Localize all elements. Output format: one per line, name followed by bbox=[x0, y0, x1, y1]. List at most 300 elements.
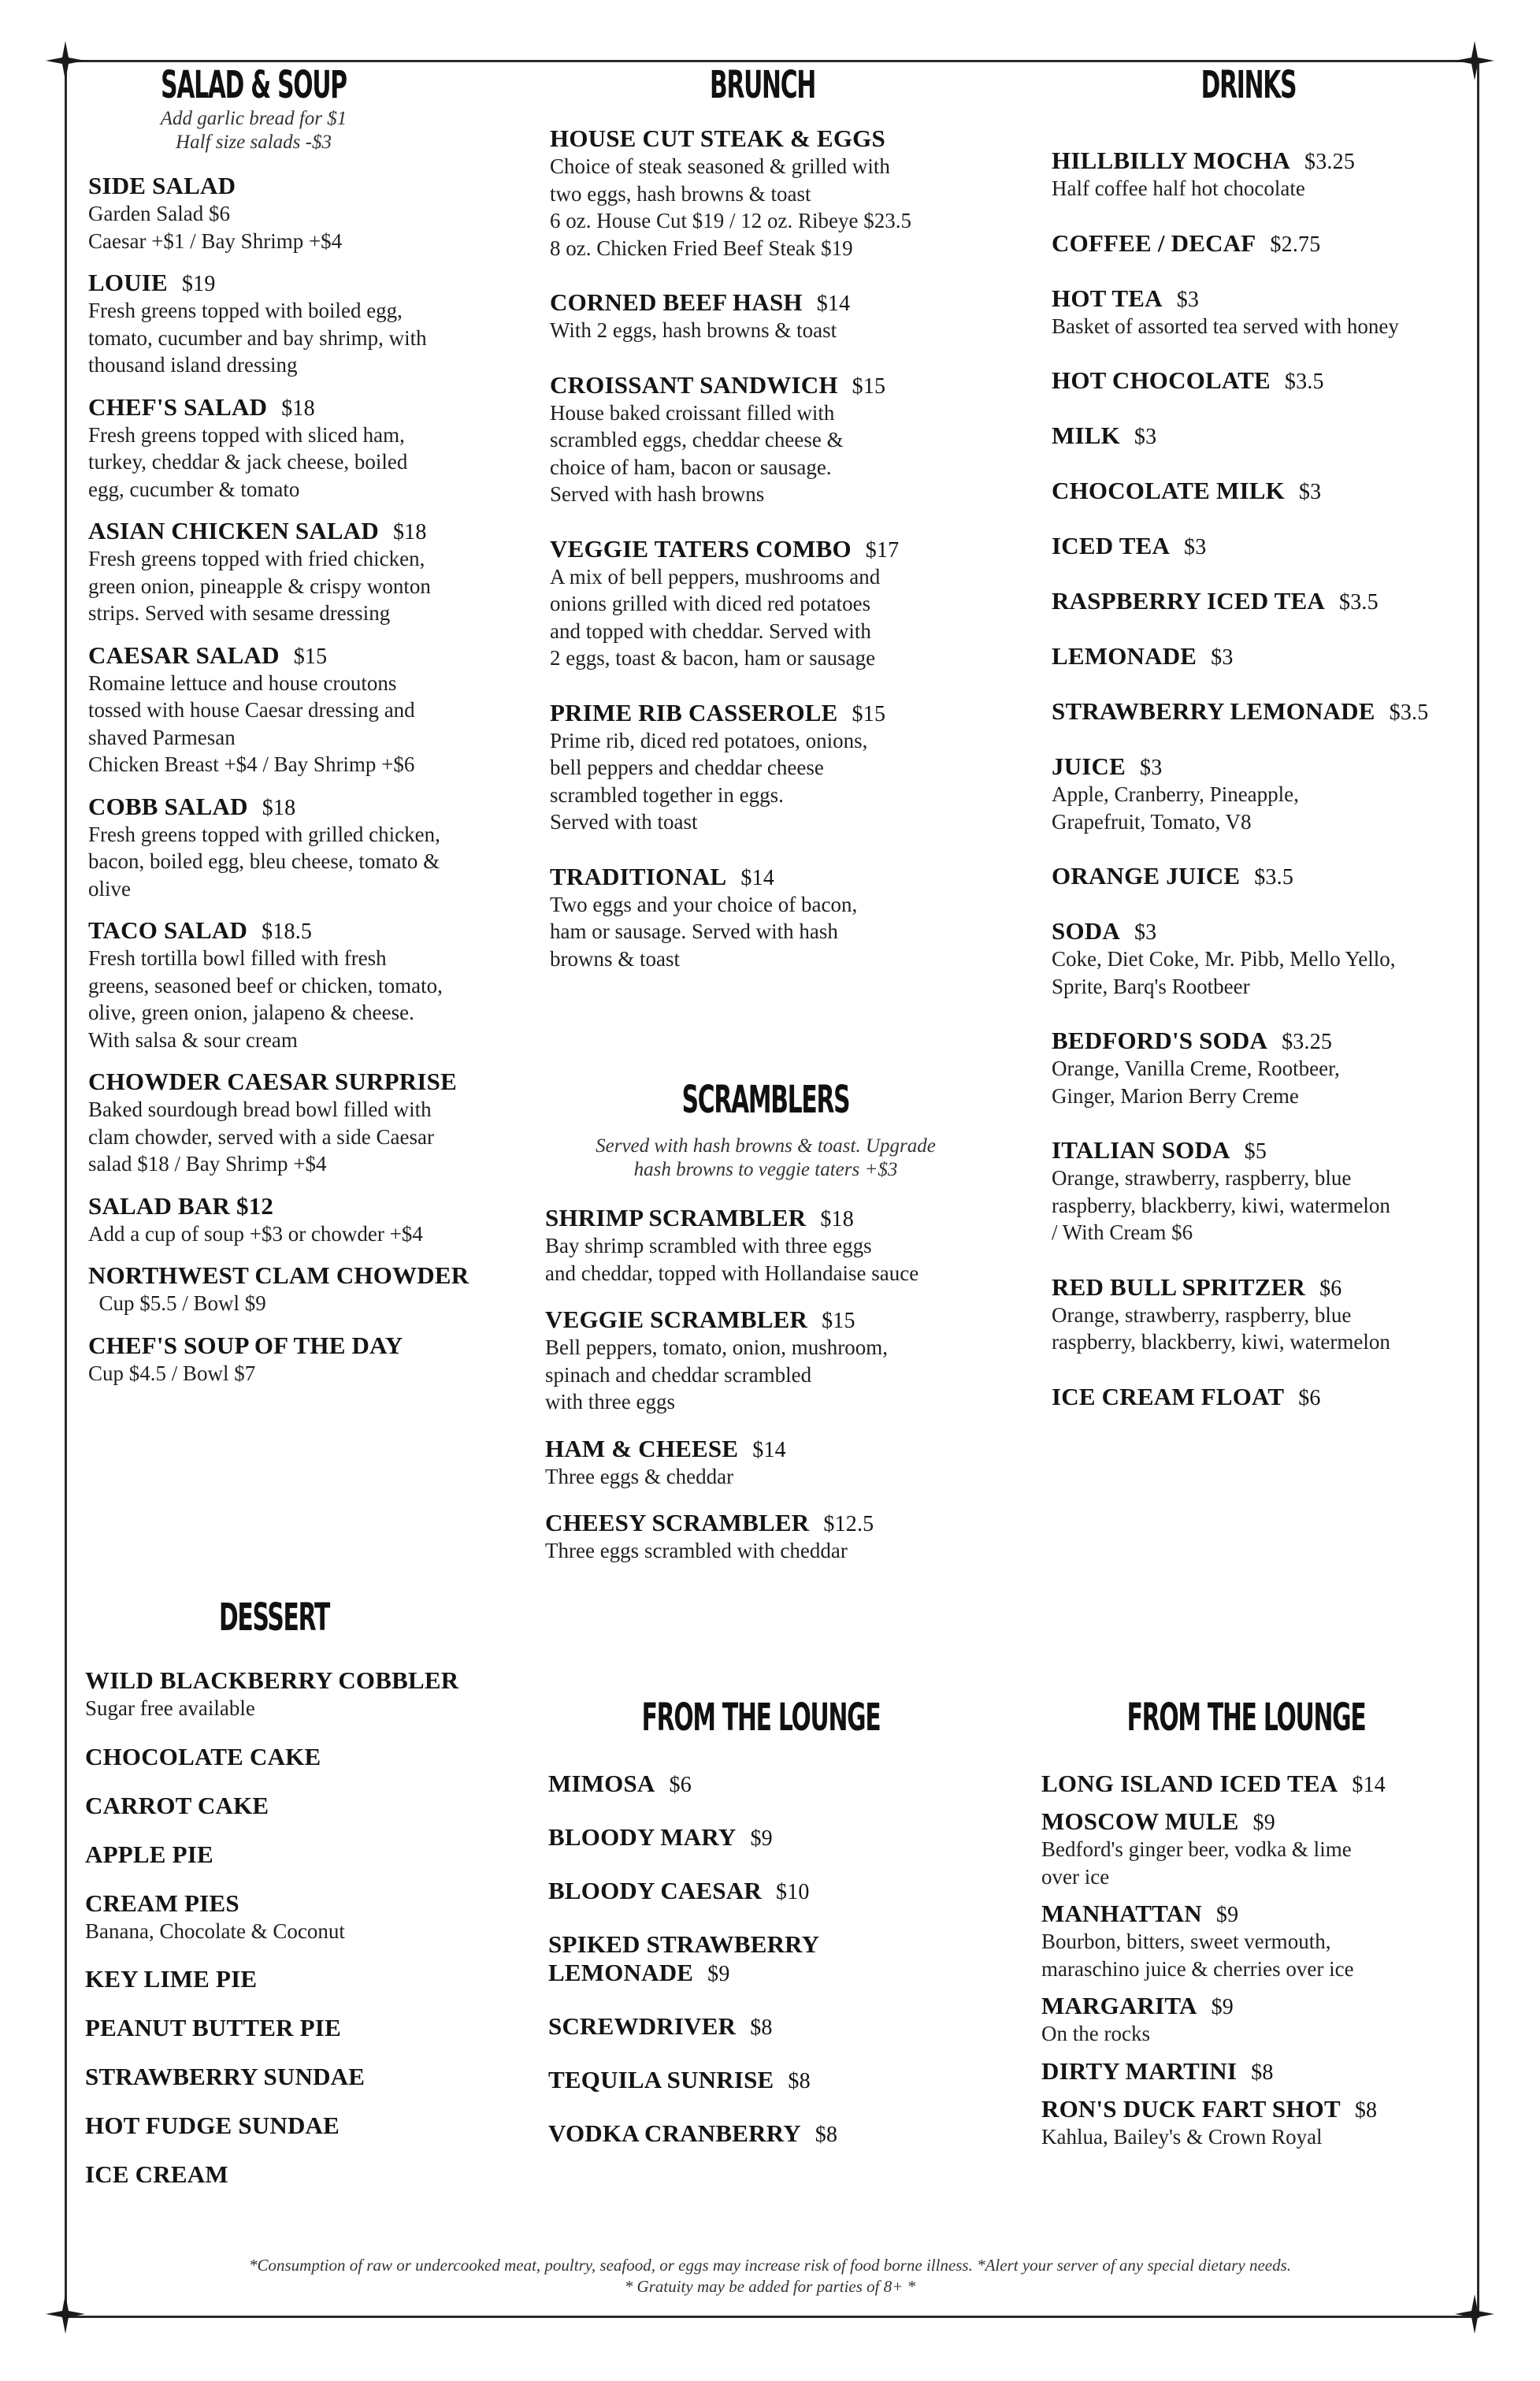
menu-item-title: LEMONADE bbox=[1052, 642, 1197, 670]
menu-item-title: CHEF'S SOUP OF THE DAY bbox=[88, 1331, 403, 1359]
menu-item-description: raspberry, blackberry, kiwi, watermelon bbox=[1052, 1193, 1390, 1217]
menu-item-name bbox=[1052, 422, 1469, 450]
menu-item-title: WILD BLACKBERRY COBBLER bbox=[85, 1666, 459, 1694]
menu-item bbox=[1052, 1273, 1469, 1356]
footer-line: * Gratuity may be added for parties of 8+ * bbox=[624, 2277, 916, 2296]
menu-item-title: HOUSE CUT STEAK & EGGS bbox=[550, 124, 885, 152]
menu-item-name bbox=[548, 1823, 989, 1852]
menu-item-name bbox=[548, 2012, 989, 2041]
menu-item-title: ASIAN CHICKEN SALAD bbox=[88, 517, 379, 544]
menu-item bbox=[1052, 1136, 1469, 1246]
menu-item-name bbox=[550, 124, 1022, 153]
menu-item-title: COFFEE / DECAF bbox=[1052, 228, 1256, 257]
menu-item-price: $3 bbox=[1134, 425, 1157, 449]
salad-soup-section bbox=[88, 63, 514, 1387]
menu-item-title: HOT TEA bbox=[1052, 284, 1163, 312]
corner-ornament-icon bbox=[44, 39, 87, 82]
menu-item bbox=[88, 393, 514, 503]
menu-item-name bbox=[550, 699, 1022, 727]
menu-item-title: CHOCOLATE MILK bbox=[1052, 477, 1285, 504]
menu-item-name bbox=[548, 2119, 989, 2148]
menu-item-title: STRAWBERRY SUNDAE bbox=[85, 2063, 366, 2090]
menu-item-price: $10 bbox=[776, 1880, 810, 1904]
salad-note: Add garlic bread for $1 bbox=[160, 108, 347, 129]
menu-item-name bbox=[85, 2160, 526, 2189]
menu-item-description: Fresh greens topped with fried chicken, bbox=[88, 547, 425, 570]
menu-item-price: $9 bbox=[1215, 1903, 1239, 1927]
menu-item bbox=[1041, 1900, 1467, 1982]
salad-soup-heading: SALAD & SOUP bbox=[161, 63, 347, 107]
menu-item-name bbox=[548, 1930, 989, 1959]
menu-item-name bbox=[85, 1792, 526, 1820]
menu-item-title: TEQUILA SUNRISE bbox=[548, 2066, 774, 2093]
menu-item-name bbox=[1041, 1900, 1467, 1928]
scramblers-note: hash browns to veggie taters +$3 bbox=[633, 1159, 898, 1180]
menu-item-name bbox=[1052, 229, 1469, 258]
menu-item-description: Fresh greens topped with grilled chicken, bbox=[88, 822, 440, 846]
drinks-items bbox=[1052, 147, 1469, 1411]
menu-item-description: onions grilled with diced red potatoes bbox=[550, 592, 871, 615]
drinks-heading: DRINKS bbox=[1200, 63, 1297, 107]
menu-item-description: Cup $4.5 / Bowl $7 bbox=[88, 1361, 256, 1385]
menu-item-description: Fresh greens topped with boiled egg, bbox=[88, 299, 403, 322]
menu-item-description: Sugar free available bbox=[85, 1696, 255, 1720]
menu-item-description: tomato, cucumber and bay shrimp, with bbox=[88, 325, 427, 350]
menu-item bbox=[1041, 1807, 1467, 1890]
menu-item-description: Coke, Diet Coke, Mr. Pibb, Mello Yello, bbox=[1052, 947, 1396, 971]
menu-item-title: CHOWDER CAESAR SURPRISE bbox=[88, 1068, 457, 1095]
menu-item bbox=[550, 124, 1022, 262]
menu-item-description: Garden Salad $6 bbox=[88, 202, 230, 225]
menu-item-description: bacon, boiled egg, bleu cheese, tomato & bbox=[88, 849, 440, 873]
menu-item bbox=[1052, 422, 1469, 450]
menu-item-description: and topped with cheddar. Served with bbox=[550, 618, 871, 643]
menu-item bbox=[1052, 477, 1469, 505]
salad-notes bbox=[41, 107, 466, 154]
menu-item-price: $2.75 bbox=[1270, 232, 1321, 257]
lounge-center-items bbox=[548, 1770, 989, 2148]
menu-item-name bbox=[85, 1743, 526, 1771]
menu-item-price: $18 bbox=[392, 520, 427, 544]
menu-item-description: Kahlua, Bailey's & Crown Royal bbox=[1041, 2124, 1323, 2149]
menu-item-name bbox=[88, 172, 514, 200]
menu-item-description: Bay shrimp scrambled with three eggs bbox=[545, 1234, 872, 1257]
menu-item-price: $3.5 bbox=[1254, 865, 1294, 890]
menu-item-title: CHOCOLATE CAKE bbox=[85, 1742, 321, 1770]
menu-item-name bbox=[88, 1261, 514, 1290]
menu-item-title: CORNED BEEF HASH bbox=[550, 288, 803, 316]
menu-item bbox=[1052, 147, 1469, 202]
menu-item-title: CREAM PIES bbox=[85, 1889, 239, 1917]
menu-item bbox=[88, 641, 514, 778]
brunch-items bbox=[550, 124, 1022, 972]
menu-item-title: CROISSANT SANDWICH bbox=[550, 370, 838, 399]
menu-item-description: On the rocks bbox=[1041, 2022, 1150, 2045]
menu-item-title: SCREWDRIVER bbox=[548, 2012, 737, 2040]
menu-item-price: $3.25 bbox=[1282, 1030, 1333, 1054]
menu-item-description: thousand island dressing bbox=[88, 353, 298, 377]
menu-item-title: DIRTY MARTINI bbox=[1041, 2056, 1238, 2085]
brunch-heading: BRUNCH bbox=[710, 63, 815, 107]
menu-item-price: $15 bbox=[852, 373, 886, 399]
menu-item bbox=[548, 1770, 989, 1798]
menu-item-description: Cup $5.5 / Bowl $9 bbox=[88, 1291, 266, 1315]
menu-item-price: $9 bbox=[1252, 1811, 1275, 1835]
menu-item bbox=[550, 863, 1022, 973]
menu-item-name bbox=[88, 1332, 514, 1360]
menu-item-name bbox=[1052, 1273, 1469, 1302]
menu-item-description: shaved Parmesan bbox=[88, 725, 236, 749]
menu-item-description: Orange, Vanilla Creme, Rootbeer, bbox=[1052, 1057, 1340, 1080]
menu-item-description: turkey, cheddar & jack cheese, boiled bbox=[88, 450, 408, 474]
menu-item-price: $8 bbox=[750, 2015, 773, 2040]
menu-item-title: CHEF'S SALAD bbox=[88, 392, 268, 421]
menu-item-description: Sprite, Barq's Rootbeer bbox=[1052, 974, 1250, 998]
menu-item-name bbox=[1052, 366, 1469, 395]
menu-item-price: $18 bbox=[262, 795, 296, 820]
menu-item-description: two eggs, hash browns & toast bbox=[550, 181, 811, 206]
menu-item-description: scrambled eggs, cheddar cheese & bbox=[550, 428, 844, 451]
menu-item bbox=[545, 1435, 1018, 1491]
menu-item-title: HILLBILLY MOCHA bbox=[1052, 147, 1291, 174]
menu-item-price: $9 bbox=[750, 1826, 773, 1851]
menu-item bbox=[88, 1192, 514, 1248]
menu-item-price: $14 bbox=[752, 1437, 786, 1462]
menu-item-description: Ginger, Marion Berry Creme bbox=[1052, 1083, 1299, 1108]
drinks-section bbox=[1052, 63, 1469, 1411]
menu-item-price: $3 bbox=[1176, 287, 1200, 312]
menu-item-title: KEY LIME PIE bbox=[85, 1965, 258, 1993]
menu-item-description: Chicken Breast +$4 / Bay Shrimp +$6 bbox=[88, 752, 415, 776]
menu-item-name bbox=[1052, 1027, 1469, 1055]
menu-item-price: $15 bbox=[293, 644, 328, 669]
menu-item-name bbox=[550, 288, 1022, 317]
menu-item-name bbox=[1041, 1770, 1467, 1798]
menu-item-name bbox=[88, 1068, 514, 1096]
menu-item-title: STRAWBERRY LEMONADE bbox=[1052, 697, 1375, 725]
menu-item-title: ORANGE JUICE bbox=[1052, 862, 1241, 890]
menu-item-name bbox=[550, 863, 1022, 891]
menu-item-price: $18 bbox=[820, 1207, 854, 1231]
menu-item-description: 2 eggs, toast & bacon, ham or sausage bbox=[550, 646, 876, 670]
menu-item-title: HOT FUDGE SUNDAE bbox=[85, 2112, 340, 2139]
menu-item-description: egg, cucumber & tomato bbox=[88, 477, 300, 501]
menu-item-description: with three eggs bbox=[545, 1390, 675, 1413]
menu-item-name bbox=[85, 2112, 526, 2140]
menu-item-title: MOSCOW MULE bbox=[1041, 1807, 1239, 1835]
lounge-right-section bbox=[1041, 1696, 1467, 2150]
menu-item-title: BLOODY MARY bbox=[548, 1823, 737, 1851]
menu-item-price: $3.5 bbox=[1339, 590, 1379, 615]
menu-item-price: $14 bbox=[1352, 1773, 1386, 1797]
menu-item-price: $18.5 bbox=[262, 919, 313, 944]
menu-item bbox=[1052, 862, 1469, 890]
menu-item-description: Caesar +$1 / Bay Shrimp +$4 bbox=[88, 228, 343, 253]
menu-item bbox=[85, 1792, 526, 1820]
menu-item-name bbox=[85, 1841, 526, 1869]
menu-item-description: green onion, pineapple & crispy wonton bbox=[88, 574, 431, 598]
menu-item-price: $15 bbox=[822, 1309, 855, 1333]
menu-item bbox=[88, 793, 514, 903]
menu-item bbox=[548, 2066, 989, 2094]
menu-item-description: / With Cream $6 bbox=[1052, 1220, 1193, 1244]
menu-item-name bbox=[550, 535, 1022, 563]
menu-item bbox=[548, 1930, 989, 1987]
menu-item-title: VEGGIE TATERS COMBO bbox=[550, 534, 852, 563]
menu-item-name bbox=[550, 371, 1022, 399]
menu-item-price: $3 bbox=[1140, 756, 1163, 780]
menu-item-title: PEANUT BUTTER PIE bbox=[85, 2014, 341, 2041]
menu-item-description: olive bbox=[88, 876, 131, 901]
menu-item-name bbox=[1041, 2095, 1467, 2123]
menu-item-description: With salsa & sour cream bbox=[88, 1027, 298, 1052]
menu-item-price: $15 bbox=[852, 701, 886, 726]
menu-item-description: strips. Served with sesame dressing bbox=[88, 601, 391, 625]
menu-item-title: MANHATTAN bbox=[1041, 1900, 1202, 1927]
menu-item-price: $8 bbox=[1251, 2060, 1274, 2085]
menu-item-description: Fresh tortilla bowl filled with fresh bbox=[88, 946, 387, 970]
salad-note: Half size salads -$3 bbox=[176, 132, 332, 153]
menu-item-title: RON'S DUCK FART SHOT bbox=[1041, 2094, 1341, 2123]
menu-item-price: $9 bbox=[707, 1962, 730, 1986]
menu-item-name bbox=[88, 269, 514, 297]
menu-item-title: MARGARITA bbox=[1041, 1992, 1197, 2019]
menu-item-description: choice of ham, bacon or sausage. bbox=[550, 455, 832, 479]
menu-item-name bbox=[545, 1509, 1018, 1537]
menu-item-description: Apple, Cranberry, Pineapple, bbox=[1052, 782, 1299, 806]
menu-item-title: NORTHWEST CLAM CHOWDER bbox=[88, 1261, 469, 1289]
menu-item bbox=[550, 371, 1022, 508]
menu-item bbox=[85, 2112, 526, 2140]
menu-item bbox=[548, 1823, 989, 1852]
menu-item bbox=[545, 1509, 1018, 1565]
menu-item-price: $8 bbox=[1354, 2097, 1378, 2123]
menu-item bbox=[1052, 587, 1469, 615]
menu-item-description: Choice of steak seasoned & grilled with bbox=[550, 154, 890, 178]
menu-item-price: $14 bbox=[740, 865, 775, 890]
menu-item-title: LONG ISLAND ICED TEA bbox=[1041, 1770, 1338, 1797]
menu-item bbox=[548, 2119, 989, 2148]
menu-item-description: Two eggs and your choice of bacon, bbox=[550, 892, 858, 916]
menu-item bbox=[85, 1841, 526, 1869]
menu-item-title: HOT CHOCOLATE bbox=[1052, 366, 1271, 394]
menu-item-title: SALAD BAR $12 bbox=[88, 1191, 274, 1220]
menu-item-description: bell peppers and cheddar cheese bbox=[550, 756, 824, 779]
menu-item-name bbox=[545, 1306, 1018, 1334]
menu-item bbox=[88, 269, 514, 379]
menu-item-title: SIDE SALAD bbox=[88, 172, 236, 199]
menu-item-name bbox=[1052, 284, 1469, 313]
menu-item bbox=[88, 1261, 514, 1317]
menu-item-title: RED BULL SPRITZER bbox=[1052, 1272, 1306, 1301]
menu-item-price: $8 bbox=[788, 2069, 811, 2093]
menu-item-price: $5 bbox=[1244, 1139, 1267, 1164]
menu-item-description: Served with toast bbox=[550, 810, 698, 834]
menu-item-description: Half coffee half hot chocolate bbox=[1052, 176, 1305, 200]
menu-item-name bbox=[88, 916, 514, 945]
menu-item-description: maraschino juice & cherries over ice bbox=[1041, 1956, 1354, 1981]
menu-item bbox=[545, 1306, 1018, 1416]
menu-item-price: $3 bbox=[1134, 920, 1157, 945]
menu-item-name bbox=[88, 793, 514, 821]
menu-item bbox=[1041, 1992, 1467, 2048]
dessert-items bbox=[85, 1666, 526, 2189]
menu-item-name bbox=[548, 1770, 989, 1798]
lounge-right-items bbox=[1041, 1770, 1467, 2150]
menu-item-title: SHRIMP SCRAMBLER bbox=[545, 1204, 807, 1231]
menu-item-description: Three eggs & cheddar bbox=[545, 1464, 734, 1488]
salad-items bbox=[88, 172, 514, 1387]
menu-item bbox=[1041, 2057, 1467, 2086]
menu-item-description: greens, seasoned beef or chicken, tomato, bbox=[88, 973, 443, 997]
menu-item-title: CAESAR SALAD bbox=[88, 641, 280, 669]
menu-item bbox=[88, 1068, 514, 1178]
scramblers-heading: SCRAMBLERS bbox=[681, 1078, 850, 1122]
menu-item-name bbox=[85, 1965, 526, 1993]
menu-item-price: $19 bbox=[181, 272, 216, 296]
menu-item bbox=[88, 172, 514, 254]
menu-item-name bbox=[1052, 1136, 1469, 1164]
menu-item bbox=[88, 517, 514, 627]
menu-item-description: Baked sourdough bread bowl filled with bbox=[88, 1098, 432, 1121]
menu-item-description: Fresh greens topped with sliced ham, bbox=[88, 422, 405, 447]
menu-item-name bbox=[1052, 862, 1469, 890]
menu-item-title: TRADITIONAL bbox=[550, 862, 727, 890]
menu-item-description: raspberry, blackberry, kiwi, watermelon bbox=[1052, 1330, 1390, 1354]
menu-item bbox=[1052, 229, 1469, 258]
menu-item bbox=[545, 1204, 1018, 1287]
menu-item-description: Bourbon, bitters, sweet vermouth, bbox=[1041, 1930, 1331, 1953]
menu-item-name bbox=[1052, 697, 1469, 726]
menu-item-name bbox=[548, 1877, 989, 1905]
menu-item bbox=[85, 1743, 526, 1771]
menu-item-name-cont bbox=[548, 1959, 989, 1987]
footer-disclaimer bbox=[95, 2255, 1445, 2297]
menu-item-title: LOUIE bbox=[88, 269, 168, 296]
menu-item-name bbox=[1052, 532, 1469, 560]
menu-item-name bbox=[85, 1889, 526, 1918]
menu-item-name bbox=[1041, 1807, 1467, 1836]
menu-item-title: VEGGIE SCRAMBLER bbox=[545, 1306, 808, 1333]
menu-item bbox=[1052, 1027, 1469, 1109]
menu-item-title: JUICE bbox=[1052, 752, 1126, 780]
menu-item-title: MILK bbox=[1052, 422, 1120, 449]
menu-item-price: $9 bbox=[1211, 1995, 1234, 2019]
corner-ornament-icon bbox=[44, 2293, 87, 2335]
menu-item-description: Prime rib, diced red potatoes, onions, bbox=[550, 728, 868, 752]
menu-item-name bbox=[545, 1435, 1018, 1463]
menu-item-price: $3.5 bbox=[1284, 370, 1324, 394]
menu-item-description: Grapefruit, Tomato, V8 bbox=[1052, 809, 1252, 834]
scramblers-section bbox=[545, 1078, 1018, 1565]
menu-item bbox=[550, 288, 1022, 344]
menu-item-description: Bedford's ginger beer, vodka & lime bbox=[1041, 1837, 1352, 1861]
menu-item bbox=[550, 535, 1022, 672]
menu-item-price: $3 bbox=[1211, 645, 1234, 670]
menu-item-title: VODKA CRANBERRY bbox=[548, 2119, 801, 2147]
menu-item bbox=[548, 2012, 989, 2041]
menu-item bbox=[85, 2014, 526, 2042]
menu-item-title: SPIKED STRAWBERRY bbox=[548, 1930, 820, 1958]
menu-item-description: over ice bbox=[1041, 1864, 1110, 1889]
menu-item bbox=[88, 916, 514, 1053]
menu-item-price: $3 bbox=[1184, 535, 1207, 559]
menu-item-price: $14 bbox=[816, 292, 851, 316]
menu-item-description: Romaine lettuce and house croutons bbox=[88, 670, 397, 695]
menu-item-title: RASPBERRY ICED TEA bbox=[1052, 587, 1326, 615]
menu-item-name bbox=[1041, 1992, 1467, 2020]
menu-item-description: House baked croissant filled with bbox=[550, 400, 835, 425]
menu-item bbox=[1052, 917, 1469, 1000]
menu-item-name bbox=[1052, 587, 1469, 615]
dessert-heading: DESSERT bbox=[218, 1595, 330, 1640]
menu-item-description: 8 oz. Chicken Fried Beef Steak $19 bbox=[550, 236, 853, 260]
menu-item-description: Orange, strawberry, raspberry, blue bbox=[1052, 1302, 1352, 1327]
menu-item-name bbox=[1052, 147, 1469, 175]
menu-item bbox=[1052, 697, 1469, 726]
menu-item-title: BEDFORD'S SODA bbox=[1052, 1027, 1268, 1054]
menu-item bbox=[85, 1666, 526, 1722]
menu-item-description: spinach and cheddar scrambled bbox=[545, 1362, 812, 1387]
menu-item-description: and cheddar, topped with Hollandaise sauce bbox=[545, 1261, 919, 1285]
menu-item-description: Served with hash browns bbox=[550, 482, 765, 506]
menu-item-name bbox=[1052, 752, 1469, 781]
menu-item-description: A mix of bell peppers, mushrooms and bbox=[550, 564, 881, 589]
menu-item-price: $3.25 bbox=[1304, 150, 1356, 174]
menu-item-name bbox=[1052, 917, 1469, 945]
menu-item-title-cont: LEMONADE bbox=[548, 1959, 694, 1986]
scramblers-note: Served with hash browns & toast. Upgrade bbox=[596, 1135, 936, 1157]
menu-item-name bbox=[88, 517, 514, 545]
menu-item-title: APPLE PIE bbox=[85, 1840, 213, 1868]
dessert-section bbox=[85, 1595, 526, 2189]
menu-item-title: CARROT CAKE bbox=[85, 1791, 269, 1819]
lounge-center-heading: FROM THE LOUNGE bbox=[641, 1696, 881, 1740]
menu-item-description: Add a cup of soup +$3 or chowder +$4 bbox=[88, 1221, 423, 1246]
menu-item-description: Three eggs scrambled with cheddar bbox=[545, 1539, 848, 1562]
menu-item-title: PRIME RIB CASSEROLE bbox=[550, 698, 838, 726]
menu-item-price: $6 bbox=[1319, 1276, 1342, 1301]
scramblers-notes bbox=[545, 1135, 986, 1182]
lounge-right-heading: FROM THE LOUNGE bbox=[1126, 1696, 1366, 1740]
menu-item-name bbox=[548, 2066, 989, 2094]
menu-item bbox=[85, 2160, 526, 2189]
menu-item bbox=[85, 2063, 526, 2091]
menu-item-title: CHEESY SCRAMBLER bbox=[545, 1509, 810, 1536]
menu-item-name bbox=[1052, 477, 1469, 505]
menu-item-name bbox=[88, 393, 514, 422]
menu-item-name bbox=[85, 2063, 526, 2091]
menu-item-title: BLOODY CAESAR bbox=[548, 1877, 763, 1904]
menu-item-price: $12.5 bbox=[823, 1512, 874, 1536]
menu-item bbox=[88, 1332, 514, 1387]
scramblers-items bbox=[545, 1204, 1018, 1565]
menu-item-description: scrambled together in eggs. bbox=[550, 782, 784, 807]
menu-item bbox=[1052, 752, 1469, 835]
menu-item-price: $8 bbox=[815, 2123, 838, 2147]
menu-item-description: 6 oz. House Cut $19 / 12 oz. Ribeye $23.5 bbox=[550, 209, 911, 232]
footer-line: *Consumption of raw or undercooked meat, poultry, seafood, or eggs may increase risk of food borne illness. *Alert your server of any special dietary needs. bbox=[248, 2256, 1292, 2275]
menu-item bbox=[1052, 366, 1469, 395]
menu-item-name bbox=[1052, 642, 1469, 670]
menu-item-price: $6 bbox=[1298, 1385, 1321, 1410]
menu-item-title: ICE CREAM bbox=[85, 2160, 228, 2188]
menu-item-price: $3 bbox=[1298, 480, 1322, 504]
menu-item bbox=[85, 1965, 526, 1993]
menu-item bbox=[1041, 2095, 1467, 2151]
menu-item bbox=[1052, 532, 1469, 560]
menu-item-name bbox=[88, 1192, 514, 1220]
